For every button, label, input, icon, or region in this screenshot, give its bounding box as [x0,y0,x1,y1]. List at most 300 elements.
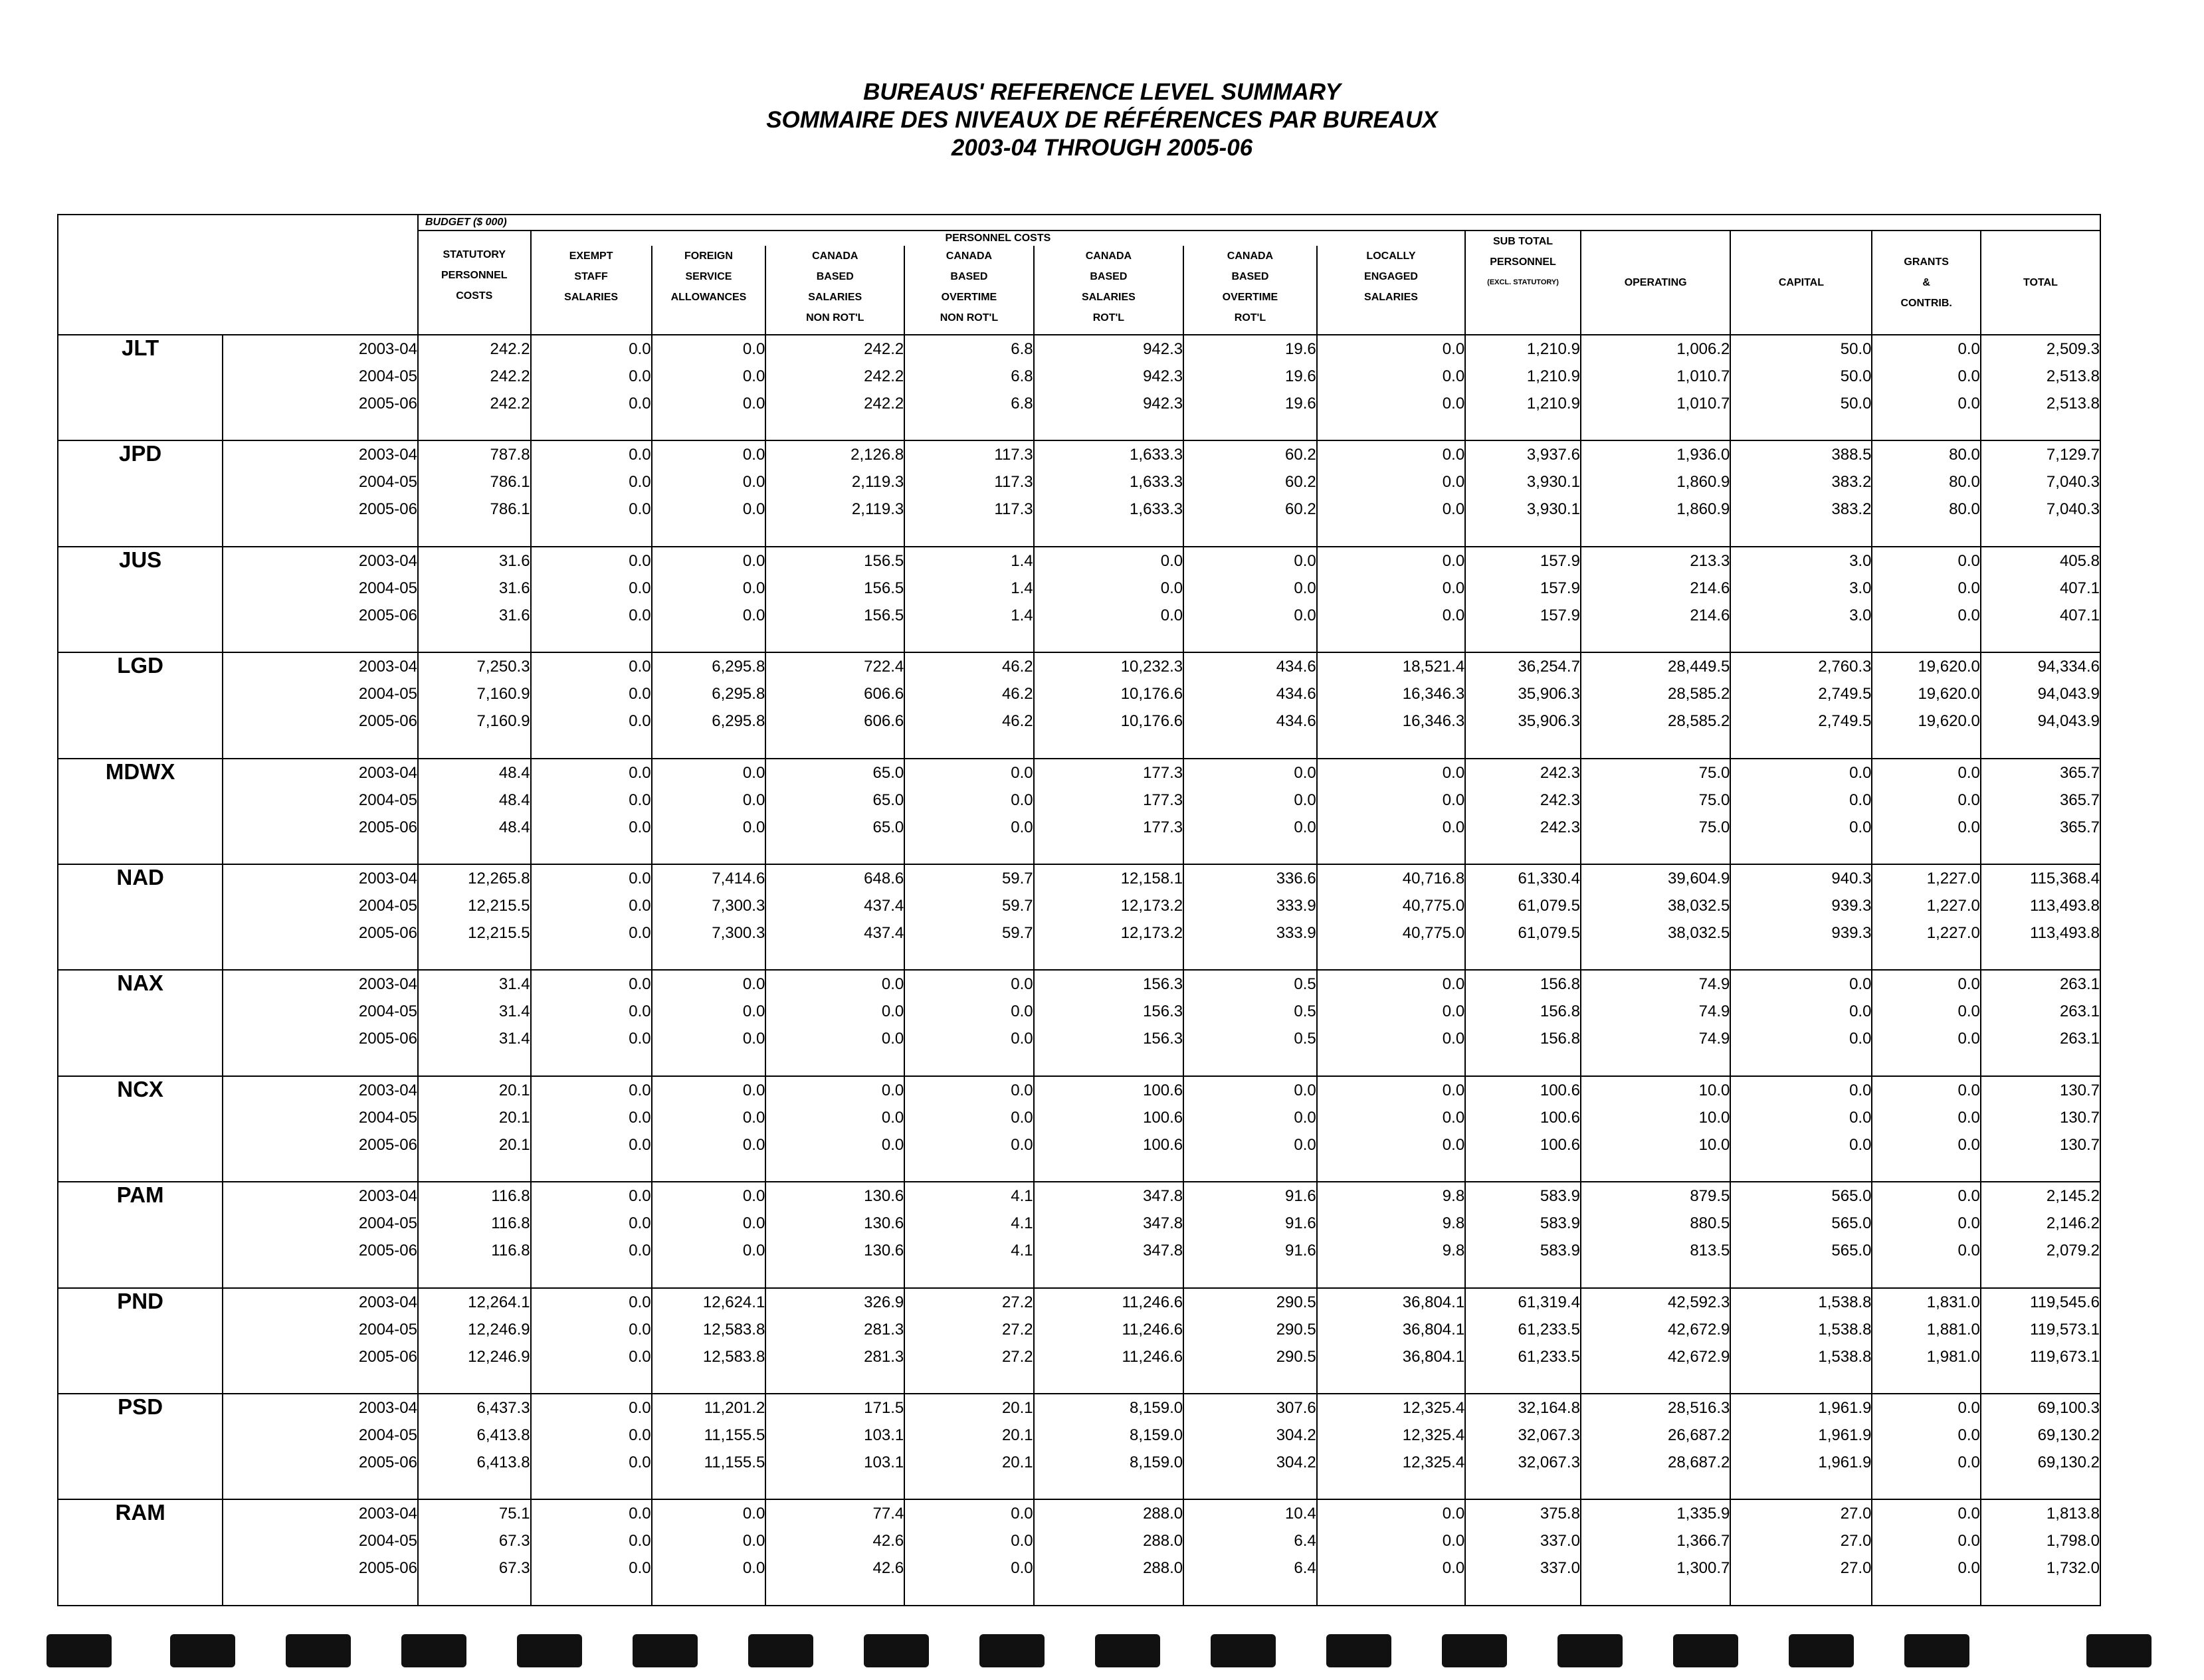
fiscal-year: 2004-05 [358,1532,417,1550]
fiscal-year: 2005-06 [358,712,417,731]
value: 18,521.4 [1402,658,1465,676]
value: 12,583.8 [702,1347,765,1366]
fiscal-year: 2005-06 [358,1135,417,1154]
value: 65.0 [872,763,904,782]
value: 7,300.3 [712,924,765,943]
cell-exempt [531,970,652,1075]
value: 0.0 [1957,1426,1980,1445]
cell-cbo-nonrot [904,1499,1033,1606]
value: 31.6 [498,551,530,570]
value: 10.0 [1698,1135,1730,1154]
fiscal-year: 2003-04 [358,975,417,994]
value: 0.0 [1957,1214,1980,1233]
value: 12,265.8 [468,870,530,888]
value: 35,906.3 [1518,712,1580,731]
fiscal-year: 2003-04 [358,1081,417,1099]
value: 407.1 [2059,579,2100,597]
value: 0.0 [629,579,651,597]
cell-cbs-nonrot [765,335,904,440]
value: 0.0 [629,1081,651,1099]
value: 565.0 [1831,1187,1872,1206]
cell-statutory [418,970,531,1075]
value: 75.0 [1698,791,1730,809]
value: 2,513.8 [2046,367,2100,385]
value: 2,079.2 [2046,1242,2100,1260]
bureau-name: RAM [58,1499,223,1606]
value: 0.0 [1849,1135,1872,1154]
value: 648.6 [864,870,904,888]
value: 786.1 [490,500,530,519]
cell-cbs-rot [1034,864,1183,970]
fiscal-year: 2004-05 [358,897,417,915]
value: 942.3 [1143,395,1183,413]
value: 171.5 [864,1399,904,1418]
value: 100.6 [1540,1135,1580,1154]
cell-statutory [418,864,531,970]
header-cbo-nonrot: CANADA BASED OVERTIME NON ROT'L [904,246,1033,335]
value: 0.0 [1957,1399,1980,1418]
value: 28,585.2 [1667,685,1730,703]
value: 0.0 [1849,1108,1872,1127]
fiscal-year: 2004-05 [358,1426,417,1445]
value: 0.0 [1442,340,1465,358]
value: 583.9 [1540,1214,1580,1233]
value: 0.0 [1160,606,1183,624]
value: 156.5 [864,551,904,570]
header-cbs-rot: CANADA BASED SALARIES ROT'L [1034,246,1183,335]
value: 12,264.1 [468,1293,530,1311]
value: 1,210.9 [1526,340,1580,358]
value: 48.4 [498,818,530,836]
budget-header: BUDGET ($ 000) [418,215,2100,231]
value: 32,164.8 [1518,1399,1580,1418]
value: 2,749.5 [1818,712,1872,731]
bureau-name: NAD [58,864,223,970]
value: 36,804.1 [1402,1320,1465,1339]
cell-locally [1317,864,1465,970]
value: 242.2 [490,367,530,385]
value: 16,346.3 [1402,712,1465,731]
value: 0.0 [742,367,765,385]
value: 0.0 [1442,1030,1465,1048]
value: 8,159.0 [1130,1453,1183,1472]
value: 565.0 [1831,1242,1872,1260]
value: 69,130.2 [2037,1426,2100,1445]
value: 38,032.5 [1667,897,1730,915]
cell-exempt [531,652,652,758]
value: 39,604.9 [1667,870,1730,888]
value: 213.3 [1690,551,1730,570]
value: 0.0 [1957,975,1980,994]
value: 0.0 [1957,1108,1980,1127]
value: 0.0 [1160,579,1183,597]
value: 347.8 [1143,1187,1183,1206]
cell-total [1981,759,2100,864]
value: 46.2 [1001,685,1033,703]
fiscal-years [223,1394,418,1499]
value: 27.2 [1001,1320,1033,1339]
cell-operating [1581,864,1730,970]
value: 2,513.8 [2046,395,2100,413]
value: 0.0 [1294,551,1316,570]
value: 61,319.4 [1518,1293,1580,1311]
value: 12,325.4 [1402,1399,1465,1418]
cell-locally [1317,1499,1465,1606]
fiscal-year: 2003-04 [358,551,417,570]
fiscal-year: 2003-04 [358,340,417,358]
cell-total [1981,1076,2100,1182]
fiscal-year: 2004-05 [358,579,417,597]
value: 0.0 [629,1453,651,1472]
value: 1,831.0 [1926,1293,1980,1311]
value: 74.9 [1698,1030,1730,1048]
value: 59.7 [1001,870,1033,888]
value: 130.6 [864,1187,904,1206]
cell-locally [1317,970,1465,1075]
value: 91.6 [1285,1242,1316,1260]
fiscal-year: 2004-05 [358,367,417,385]
value: 0.0 [1442,1559,1465,1578]
edge-mark [2086,1634,2152,1667]
value: 1,227.0 [1926,924,1980,943]
value: 242.2 [490,395,530,413]
value: 116.8 [491,1242,530,1260]
value: 722.4 [864,658,904,676]
value: 0.0 [1957,1135,1980,1154]
value: 16,346.3 [1402,685,1465,703]
header-total: TOTAL [1981,231,2100,335]
value: 69,100.3 [2037,1399,2100,1418]
value: 0.0 [742,1242,765,1260]
cell-locally [1317,1076,1465,1182]
cell-statutory [418,1182,531,1287]
value: 11,246.6 [1122,1347,1183,1366]
fiscal-year: 2004-05 [358,1320,417,1339]
value: 40,775.0 [1402,924,1465,943]
value: 2,146.2 [2046,1214,2100,1233]
value: 437.4 [864,897,904,915]
value: 0.0 [629,446,651,464]
value: 288.0 [1143,1505,1183,1523]
value: 0.0 [1957,395,1980,413]
value: 0.0 [629,1399,651,1418]
value: 0.0 [629,818,651,836]
value: 0.0 [629,975,651,994]
value: 583.9 [1540,1242,1580,1260]
value: 1,210.9 [1526,395,1580,413]
value: 0.0 [881,975,904,994]
value: 0.0 [742,1002,765,1021]
value: 0.0 [742,1187,765,1206]
value: 1,860.9 [1676,473,1730,492]
cell-grants [1872,440,1980,546]
value: 0.0 [742,1532,765,1550]
fiscal-years [223,970,418,1075]
value: 31.4 [498,1002,530,1021]
bureau-name: LGD [58,652,223,758]
value: 7,040.3 [2046,473,2100,492]
cell-subtotal [1465,1076,1581,1182]
value: 0.0 [1442,791,1465,809]
value: 0.5 [1294,1030,1316,1048]
value: 242.2 [864,367,904,385]
value: 0.0 [1294,606,1316,624]
fiscal-year: 2004-05 [358,791,417,809]
bureau-row-jus [58,547,2100,652]
value: 32,067.3 [1518,1426,1580,1445]
cell-locally [1317,1182,1465,1287]
bureau-row-nax [58,970,2100,1075]
page-edge-marks [0,1634,2204,1667]
value: 12,215.5 [468,897,530,915]
value: 50.0 [1840,340,1872,358]
value: 20.1 [498,1108,530,1127]
cell-cbo-rot [1183,547,1317,652]
value: 177.3 [1143,791,1183,809]
cell-foreign [652,1076,766,1182]
value: 0.0 [1442,473,1465,492]
value: 103.1 [864,1453,904,1472]
value: 10.0 [1698,1108,1730,1127]
value: 3.0 [1849,579,1872,597]
cell-foreign [652,440,766,546]
cell-exempt [531,1076,652,1182]
value: 0.0 [742,446,765,464]
cell-locally [1317,1288,1465,1394]
value: 1,961.9 [1818,1399,1872,1418]
value: 263.1 [2059,1002,2100,1021]
value: 80.0 [1949,500,1980,519]
cell-statutory [418,547,531,652]
value: 942.3 [1143,367,1183,385]
value: 61,079.5 [1518,897,1580,915]
value: 100.6 [1143,1081,1183,1099]
value: 12,325.4 [1402,1426,1465,1445]
value: 67.3 [498,1559,530,1578]
value: 28,516.3 [1667,1399,1730,1418]
bureau-row-jlt [58,335,2100,440]
value: 0.0 [629,685,651,703]
fiscal-year: 2003-04 [358,1187,417,1206]
value: 290.5 [1276,1347,1316,1366]
bureau-row-nad [58,864,2100,970]
cell-grants [1872,547,1980,652]
value: 0.0 [1011,1532,1033,1550]
value: 91.6 [1285,1214,1316,1233]
value: 0.0 [629,1135,651,1154]
cell-cbo-rot [1183,1288,1317,1394]
value: 0.0 [1442,367,1465,385]
value: 119,545.6 [2030,1293,2100,1311]
cell-capital [1730,1182,1872,1287]
value: 10,232.3 [1120,658,1183,676]
value: 130.7 [2059,1108,2100,1127]
value: 12,624.1 [702,1293,765,1311]
header-grants: GRANTS & CONTRIB. [1872,231,1980,335]
value: 1,881.0 [1926,1320,1980,1339]
value: 65.0 [872,818,904,836]
value: 94,043.9 [2037,685,2100,703]
value: 0.0 [1957,1532,1980,1550]
bureau-name: JPD [58,440,223,546]
cell-subtotal [1465,1288,1581,1394]
value: 6.8 [1011,367,1033,385]
value: 1,227.0 [1926,897,1980,915]
value: 0.0 [629,1293,651,1311]
value: 0.0 [742,579,765,597]
value: 365.7 [2059,763,2100,782]
fiscal-year: 2004-05 [358,1214,417,1233]
edge-mark [170,1634,235,1667]
value: 0.0 [742,1135,765,1154]
value: 11,246.6 [1122,1293,1183,1311]
cell-statutory [418,759,531,864]
value: 1,633.3 [1130,500,1183,519]
value: 130.6 [864,1242,904,1260]
cell-foreign [652,335,766,440]
value: 0.0 [1849,791,1872,809]
edge-mark [1211,1634,1276,1667]
value: 12,246.9 [468,1320,530,1339]
value: 80.0 [1949,473,1980,492]
value: 6.4 [1294,1532,1316,1550]
value: 0.0 [1011,1505,1033,1523]
value: 0.0 [1957,1505,1980,1523]
value: 0.0 [1957,1002,1980,1021]
cell-total [1981,970,2100,1075]
value: 6,295.8 [712,685,765,703]
value: 407.1 [2059,606,2100,624]
cell-total [1981,652,2100,758]
bureau-name: PAM [58,1182,223,1287]
value: 0.0 [742,791,765,809]
value: 40,716.8 [1402,870,1465,888]
cell-total [1981,1499,2100,1606]
value: 307.6 [1276,1399,1316,1418]
cell-grants [1872,1288,1980,1394]
value: 0.0 [1957,579,1980,597]
cell-statutory [418,440,531,546]
value: 0.0 [1849,1030,1872,1048]
value: 434.6 [1276,658,1316,676]
value: 12,215.5 [468,924,530,943]
header-blank-cell [58,215,418,335]
value: 1,010.7 [1676,367,1730,385]
cell-locally [1317,547,1465,652]
value: 0.0 [1011,1081,1033,1099]
edge-mark [979,1634,1045,1667]
value: 119,673.1 [2030,1347,2100,1366]
value: 0.0 [1011,791,1033,809]
value: 0.0 [742,395,765,413]
value: 583.9 [1540,1187,1580,1206]
report-title [0,78,2204,162]
value: 0.0 [1160,551,1183,570]
cell-operating [1581,1076,1730,1182]
cell-cbs-rot [1034,1182,1183,1287]
value: 290.5 [1276,1320,1316,1339]
value: 11,246.6 [1122,1320,1183,1339]
cell-capital [1730,335,1872,440]
value: 77.4 [872,1505,904,1523]
value: 8,159.0 [1130,1399,1183,1418]
value: 6,295.8 [712,658,765,676]
cell-operating [1581,335,1730,440]
value: 0.0 [881,1002,904,1021]
cell-subtotal [1465,652,1581,758]
value: 281.3 [864,1320,904,1339]
summary-table-wrapper [57,214,2101,1606]
cell-cbs-rot [1034,335,1183,440]
value: 1,961.9 [1818,1426,1872,1445]
value: 42,672.9 [1667,1347,1730,1366]
value: 1,010.7 [1676,395,1730,413]
value: 0.0 [1957,1081,1980,1099]
edge-mark [401,1634,466,1667]
value: 0.0 [1294,1108,1316,1127]
cell-cbo-nonrot [904,970,1033,1075]
value: 130.7 [2059,1135,2100,1154]
value: 20.1 [498,1135,530,1154]
value: 75.1 [498,1505,530,1523]
value: 130.6 [864,1214,904,1233]
fiscal-years [223,335,418,440]
fiscal-years [223,1288,418,1394]
value: 6.8 [1011,395,1033,413]
value: 116.8 [491,1187,530,1206]
value: 9.8 [1442,1214,1465,1233]
value: 0.0 [1957,1453,1980,1472]
value: 0.0 [1442,1135,1465,1154]
value: 0.0 [1442,1002,1465,1021]
cell-capital [1730,547,1872,652]
cell-cbo-rot [1183,1076,1317,1182]
header-foreign: FOREIGN SERVICE ALLOWANCES [652,246,766,335]
cell-cbs-nonrot [765,652,904,758]
bureau-row-jpd [58,440,2100,546]
value: 304.2 [1276,1426,1316,1445]
cell-cbs-nonrot [765,440,904,546]
value: 1,860.9 [1676,500,1730,519]
cell-cbo-nonrot [904,652,1033,758]
value: 1,335.9 [1676,1505,1730,1523]
cell-cbs-rot [1034,652,1183,758]
value: 0.0 [742,473,765,492]
value: 156.3 [1143,1002,1183,1021]
value: 11,201.2 [704,1399,765,1418]
bureau-row-psd [58,1394,2100,1499]
value: 0.0 [881,1030,904,1048]
value: 1,633.3 [1130,473,1183,492]
value: 0.5 [1294,1002,1316,1021]
cell-cbs-rot [1034,970,1183,1075]
edge-mark [1904,1634,1969,1667]
value: 1,813.8 [2046,1505,2100,1523]
cell-exempt [531,1499,652,1606]
value: 75.0 [1698,763,1730,782]
value: 0.0 [629,1320,651,1339]
cell-cbs-nonrot [765,970,904,1075]
value: 7,160.9 [476,712,530,731]
cell-operating [1581,1182,1730,1287]
cell-foreign [652,864,766,970]
value: 1,300.7 [1676,1559,1730,1578]
cell-cbo-rot [1183,652,1317,758]
value: 0.0 [629,367,651,385]
value: 326.9 [864,1293,904,1311]
value: 0.0 [742,1108,765,1127]
cell-grants [1872,1499,1980,1606]
